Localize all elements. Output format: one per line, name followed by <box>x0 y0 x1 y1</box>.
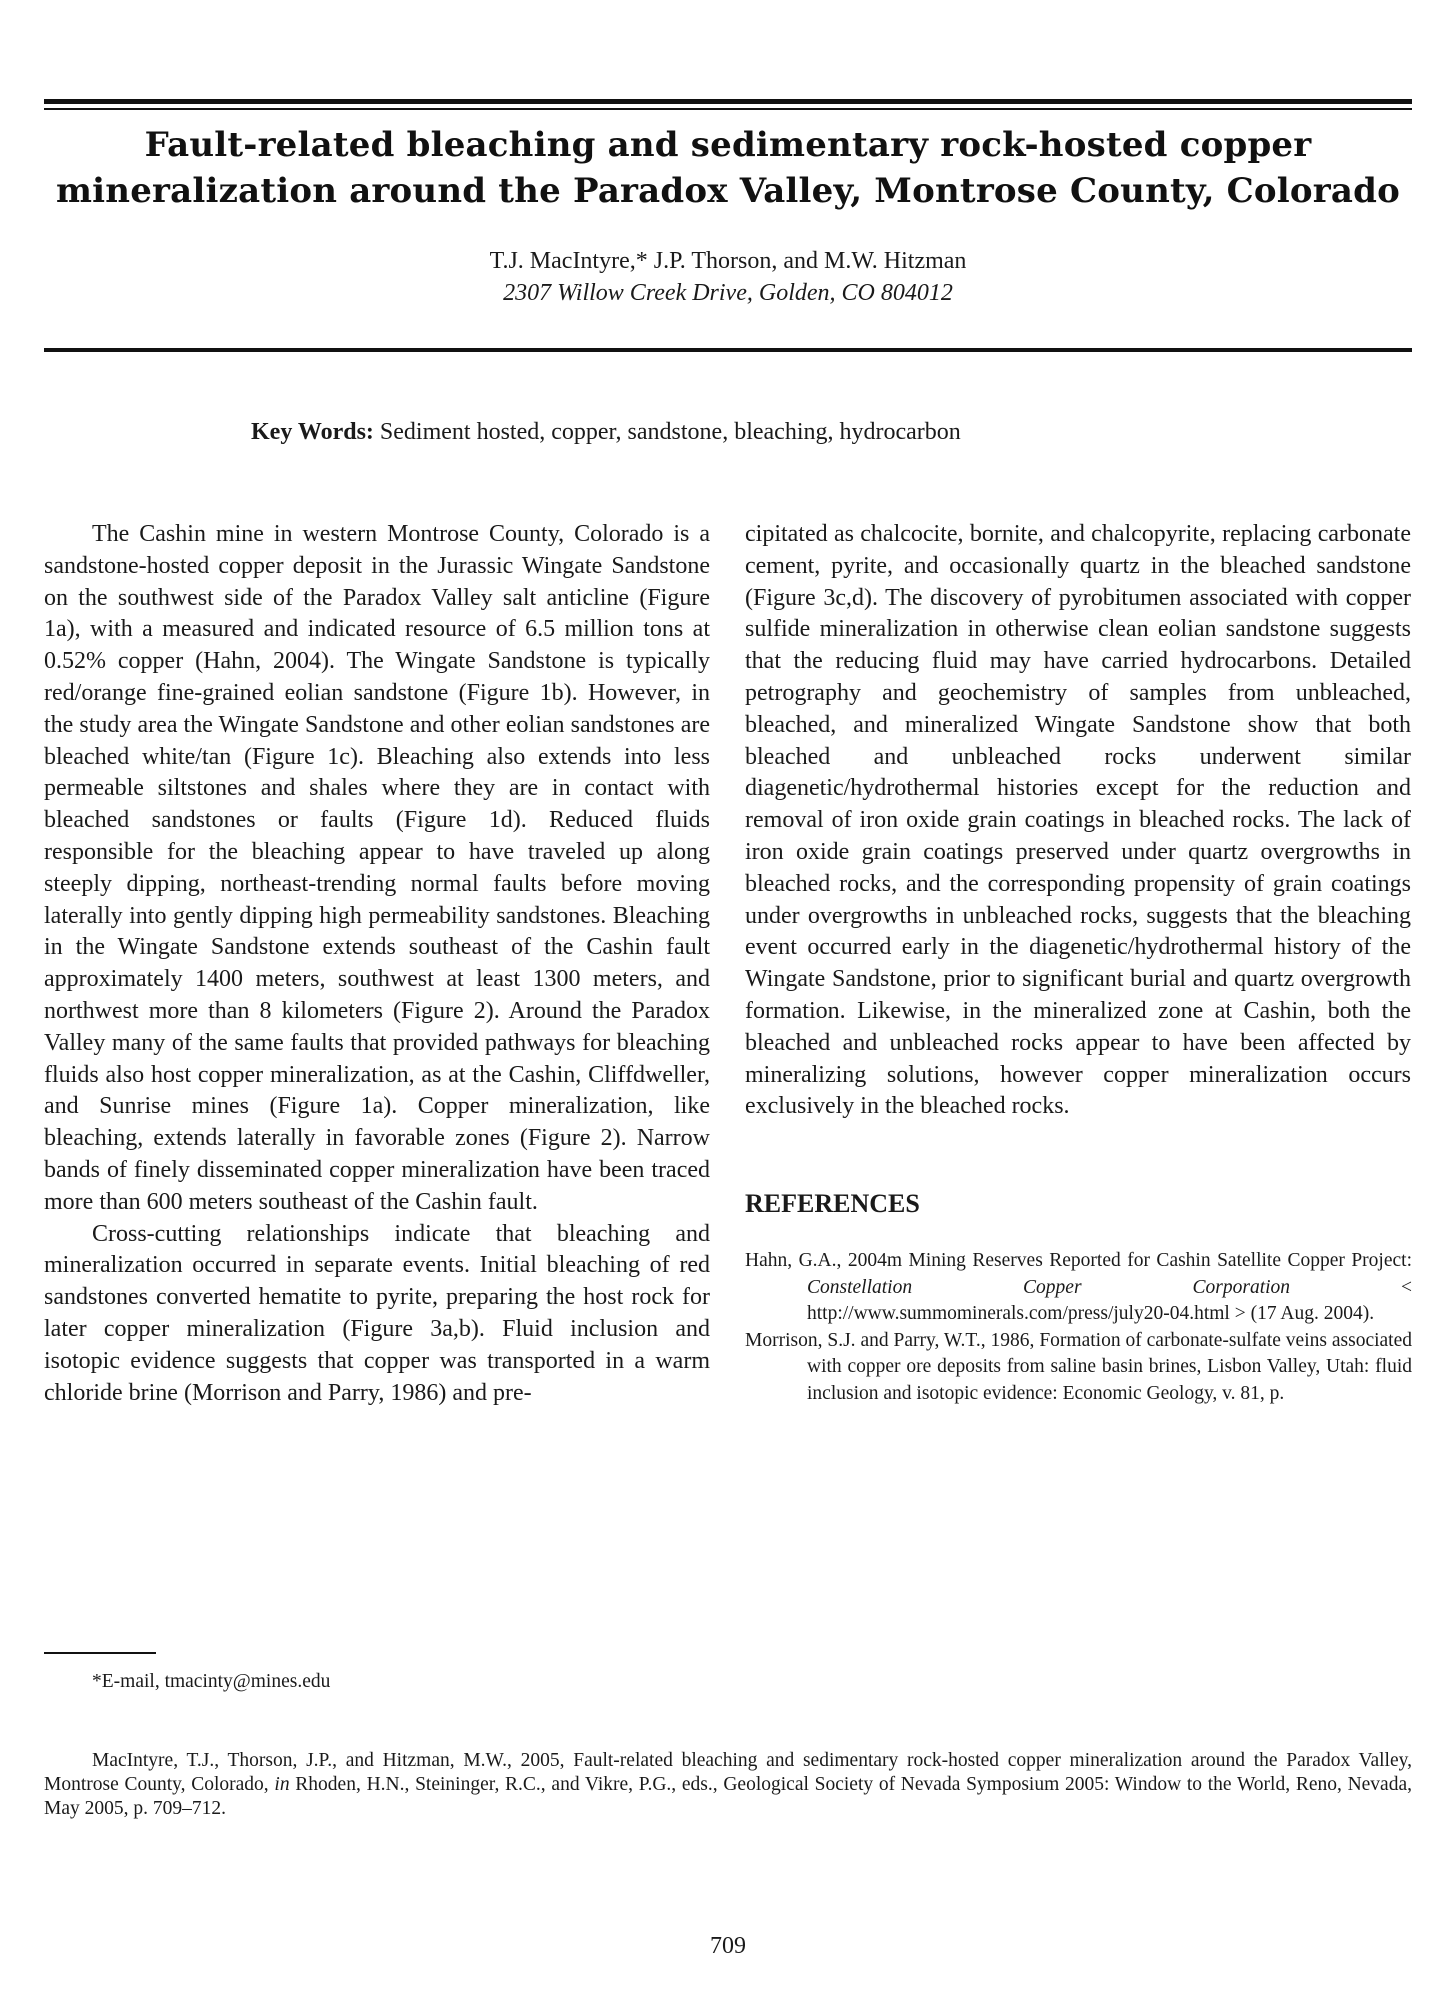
body-paragraph-2-continued: cipitated as chalcocite, bornite, and chalcopyrite, replacing carbonate cement, pyrite, and occasionally quartz in the bleached sandstone (Figure 3c,d). The discovery of pyrobitumen associated with copper sulfide mineralization in otherwise clean eolian sandstone suggests that the reducing fluid may have carried hydrocarbons. Detailed petrography and geochemistry of samples from unbleached, bleached, and mineralized Wingate Sandstone show that both bleached and unbleached rocks underwent similar diagenetic/hydrothermal histories except for the reduction and removal of iron oxide grain coatings in bleached rocks. The lack of iron oxide grain coatings preserved under quartz overgrowths in bleached rocks, and the corresponding propensity of grain coatings under overgrowths in unbleached rocks, suggests that the bleaching event occurred early in the diagenetic/hydrothermal history of the Wingate Sandstone, prior to significant burial and quartz overgrowth formation. Likewise, in the mineralized zone at Cashin, both the bleached and unbleached rocks appear to have been affected by mineralizing solutions, however copper mineralization occurs exclusively in the bleached rocks. <box>745 521 1411 1120</box>
footnote-rule <box>44 1652 156 1654</box>
references-list <box>745 1248 1412 1407</box>
body-paragraph-1: The Cashin mine in western Montrose County, Colorado is a sandstone-hosted copper deposit in the Jurassic Wingate Sandstone on the southwest side of the Paradox Valley salt anticline (Figure 1a), with a measured and indicated resource of 6.5 million tons at 0.52% copper (Hahn, 2004). The Wingate Sandstone is typically red/orange fine-grained eolian sandstone (Figure 1b). However, in the study area the Wingate Sandstone and other eolian sandstones are bleached white/tan (Figure 1c). Bleaching also extends into less permeable siltstones and shales where they are in contact with bleached sandstones or faults (Figure 1d). Reduced fluids responsible for the bleaching appear to have traveled up along steeply dipping, northeast-trending normal faults before moving laterally into gently dipping high permeability sandstones. Bleaching in the Wingate Sandstone extends southeast of the Cashin fault approximately 1400 meters, southwest at least 1300 meters, and northwest more than 8 kilometers (Figure 2). Around the Paradox Valley many of the same faults that provided pathways for bleaching fluids also host copper mineralization, as at the Cashin, Cliffdweller, and Sunrise mines (Figure 1a). Copper mineralization, like bleaching, extends laterally in favorable zones (Figure 2). Narrow bands of finely disseminated copper mineralization have been traced more than 600 meters southeast of the Cashin fault. <box>44 521 710 1215</box>
body-column-left <box>44 519 710 1409</box>
top-rule <box>44 99 1412 104</box>
citation-note: MacIntyre, T.J., Thorson, J.P., and Hitzman, M.W., 2005, Fault-related bleaching and sedimentary rock-hosted copper mineralization around the Paradox Valley, Montrose County, Colorado, in Rhoden, H.N., Steininger, R.C., and Vikre, P.G., eds., Geological Society of Nevada Symposium 2005: Window to the World, Reno, Nevada, May 2005, p. 709–712. <box>44 1750 1412 1819</box>
paper-title <box>44 122 1412 214</box>
top-rule-thin <box>44 108 1412 110</box>
keywords-label: Key Words: <box>251 419 374 445</box>
reference-item: Morrison, S.J. and Parry, W.T., 1986, Formation of carbonate-sulfate veins associated with copper ore deposits from saline basin brines, Lisbon Valley, Utah: fluid inclusion and isotopic evidence: Economic Geology, v. 81, p. <box>745 1329 1412 1404</box>
header-rule <box>44 348 1412 352</box>
title-line-1: Fault-related bleaching and sedimentary rock-hosted copper <box>144 125 1312 165</box>
keywords <box>251 417 961 447</box>
body-paragraph-2: Cross-cutting relationships indicate that bleaching and mineralization occurred in separate events. Initial bleaching of red sandstones converted hematite to pyrite, preparing the host rock for later copper mineralization (Figure 3a,b). Fluid inclusion and isotopic evidence suggests that copper was transported in a warm chloride brine (Morrison and Parry, 1986) and pre- <box>44 1220 710 1406</box>
author-address: 2307 Willow Creek Drive, Golden, CO 804012 <box>503 280 953 306</box>
footnote-email: *E-mail, tmacinty@mines.edu <box>92 1671 331 1692</box>
keywords-text: Sediment hosted, copper, sandstone, bleaching, hydrocarbon <box>373 419 961 445</box>
references-heading: REFERENCES <box>745 1189 920 1218</box>
authors: T.J. MacIntyre,* J.P. Thorson, and M.W. Hitzman <box>489 248 967 274</box>
page-number: 709 <box>710 1933 746 1959</box>
reference-item: Hahn, G.A., 2004m Mining Reserves Reported for Cashin Satellite Copper Project: Constellation Copper Corporation < http://www.summominerals.com/press/july20-04.html > (17 Aug. 2004). <box>745 1250 1413 1324</box>
title-line-2: mineralization around the Paradox Valley, Montrose County, Colorado <box>55 171 1400 211</box>
body-column-right <box>745 519 1411 1123</box>
